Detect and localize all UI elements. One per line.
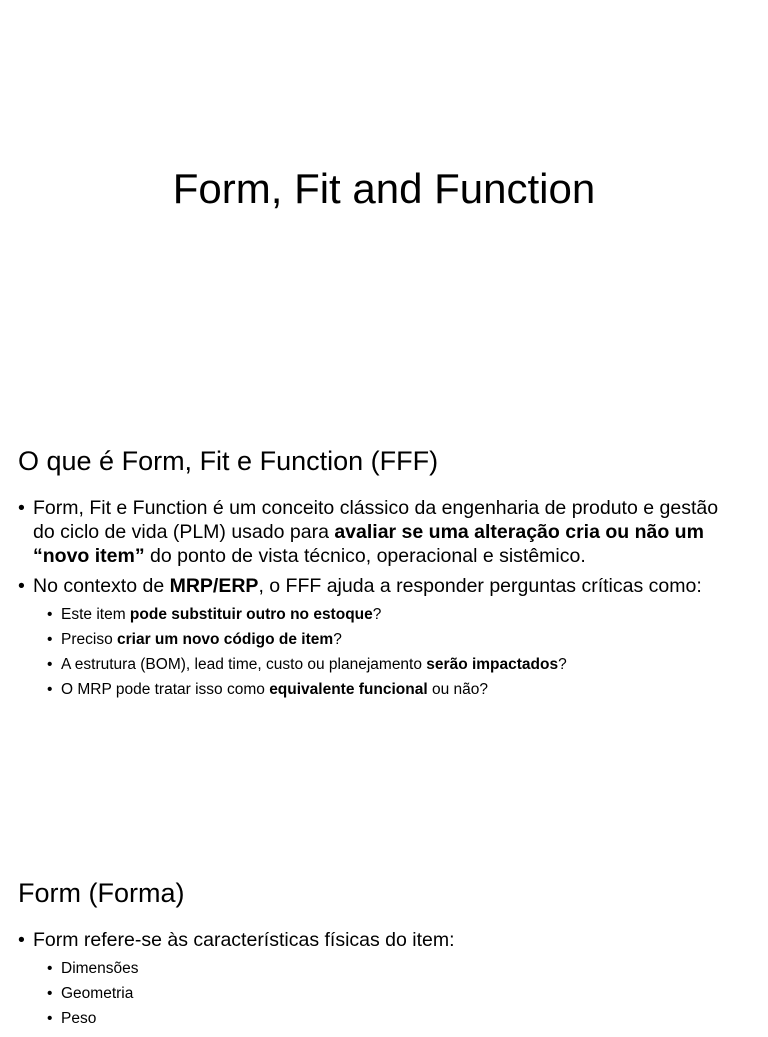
question-bold-text: equivalente funcional — [269, 681, 428, 698]
section-heading-form: Form (Forma) — [18, 878, 185, 908]
question-text-end: ? — [333, 631, 342, 648]
question-text-end: ou não? — [427, 681, 489, 698]
context-text-1: No contexto de — [33, 575, 170, 597]
physical-characteristics-list — [33, 956, 738, 1031]
list-item-question — [47, 652, 738, 677]
question-bold-text: criar um novo código de item — [117, 631, 334, 648]
list-item-characteristic: • Geometria — [47, 981, 738, 1006]
question-text: O MRP pode tratar isso como — [61, 681, 270, 698]
question-bold-text: pode substituir outro no estoque — [129, 606, 373, 623]
list-item-mrp-context — [18, 574, 738, 702]
context-text-2: , o FFF ajuda a responder perguntas críticas como: — [258, 575, 702, 597]
question-text-end: ? — [372, 606, 382, 623]
form-definition-text: Form refere-se às características físicas do item: — [33, 929, 455, 951]
slide-fff-definition — [0, 420, 768, 840]
list-item-characteristic: • Dimensões — [47, 956, 738, 981]
list-item-form-definition — [18, 928, 738, 1031]
presentation-title: Form, Fit and Function — [172, 165, 596, 212]
list-item-question — [47, 677, 738, 702]
section-heading-fff: O que é Form, Fit e Function (FFF) — [18, 446, 439, 476]
question-text: Preciso — [61, 631, 117, 648]
definition-text-1: Form, Fit e Function é um conceito clássico da engenharia de produto e gestão do ciclo de vida (PLM) usado para — [33, 497, 719, 543]
slide-title — [0, 0, 768, 420]
question-bold-text: serão impactados — [426, 656, 559, 673]
critical-questions-list — [33, 602, 738, 702]
definition-bold-text: avaliar se uma alteração cria ou não um “novo item” — [33, 521, 704, 567]
slide-form — [0, 840, 768, 1027]
list-item-characteristic: • Peso — [47, 1006, 738, 1031]
context-bold-text: MRP/ERP — [169, 575, 259, 597]
question-text: Este item — [61, 606, 130, 623]
question-text: A estrutura (BOM), lead time, custo ou planejamento — [61, 656, 427, 673]
definition-text-2: do ponto de vista técnico, operacional e sistêmico. — [144, 545, 586, 567]
fff-bullet-list — [18, 496, 738, 708]
list-item-question — [47, 627, 738, 652]
form-bullet-list — [18, 928, 738, 1037]
list-item-question — [47, 602, 738, 627]
question-text-end: ? — [558, 656, 567, 673]
list-item-definition — [18, 496, 738, 568]
